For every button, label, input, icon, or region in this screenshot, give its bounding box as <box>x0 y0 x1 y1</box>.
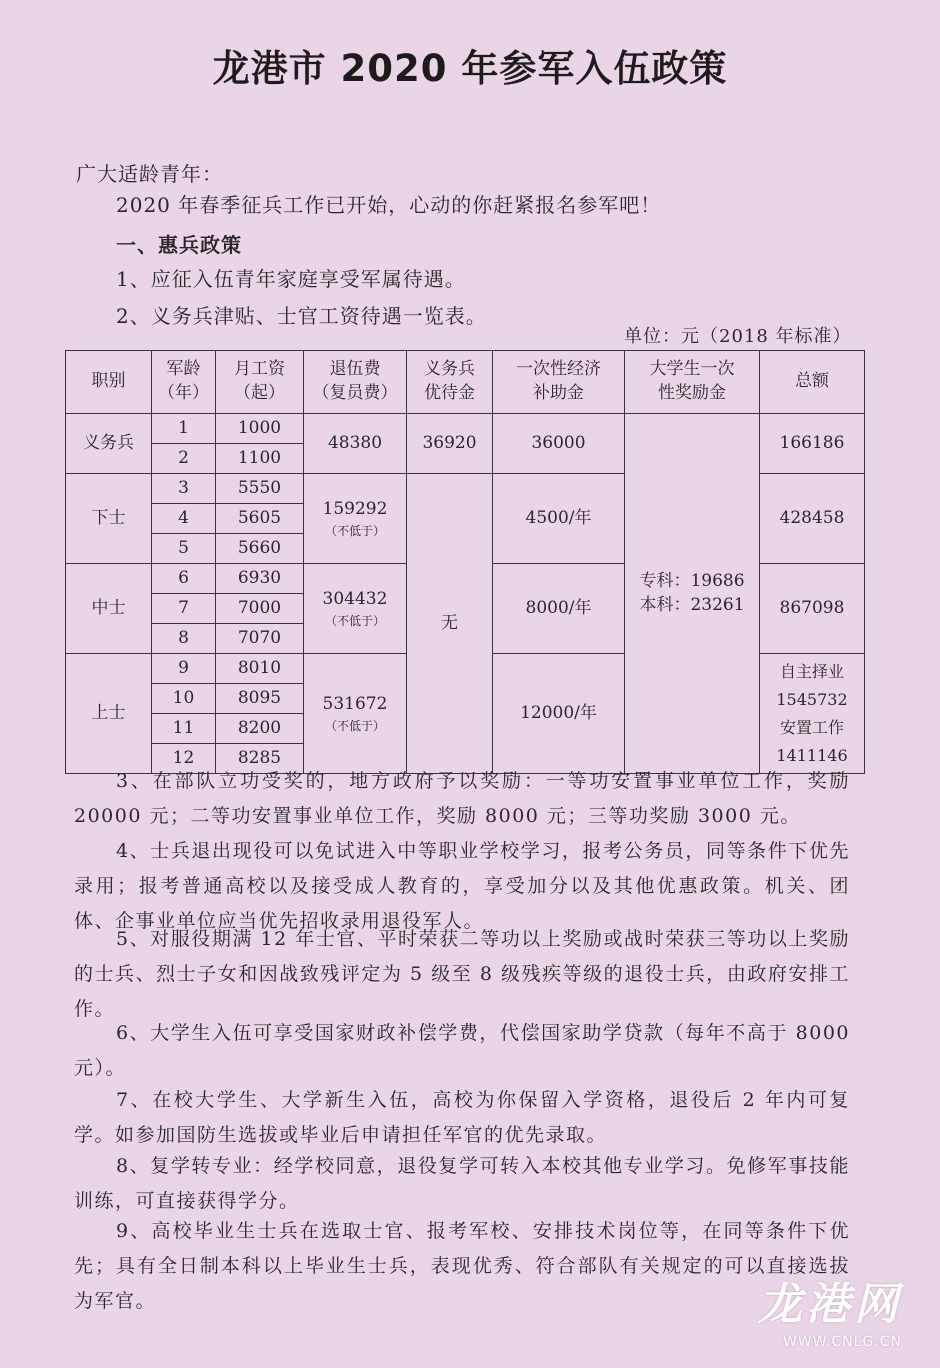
document-title: 龙港市 2020 年参军入伍政策 <box>212 47 728 90</box>
lump-zhongshi: 8000/年 <box>493 564 625 654</box>
policy-paragraph-9: 9、高校毕业生士兵在选取士官、报考军校、安排技术岗位等，在同等条件下优先；具有全日制本科以上毕业生士兵，表现优秀、符合部队有关规定的可以直接选拔为军官。 <box>74 1220 850 1312</box>
years-cell: 11 <box>152 714 216 744</box>
wage-cell: 5550 <box>216 474 304 504</box>
years-cell: 3 <box>152 474 216 504</box>
wage-cell: 6930 <box>216 564 304 594</box>
retire-yiwubing: 48380 <box>304 414 407 474</box>
total-yiwubing: 166186 <box>760 414 865 474</box>
lump-shangshi: 12000/年 <box>493 654 625 774</box>
wage-cell: 8285 <box>216 744 304 774</box>
years-cell: 8 <box>152 624 216 654</box>
total-zhongshi: 867098 <box>760 564 865 654</box>
header-rank: 职别 <box>66 351 152 414</box>
policy-paragraph-8: 8、复学转专业：经学校同意，退役复学可转入本校其他专业学习。免修军事技能训练，可直接获得学分。 <box>74 1155 850 1212</box>
watermark-url: WWW.CNLG.CN <box>783 1334 902 1350</box>
header-college: 大学生一次 性奖励金 <box>625 351 760 414</box>
wage-cell: 7070 <box>216 624 304 654</box>
years-cell: 4 <box>152 504 216 534</box>
lump-yiwubing: 36000 <box>493 414 625 474</box>
retire-xiashi: 159292 （不低于） <box>304 474 407 564</box>
rank-zhongshi: 中士 <box>66 564 152 654</box>
policy-paragraph-4: 4、士兵退出现役可以免试进入中等职业学校学习，报考公务员，同等条件下优先录用；报考普通高校以及接受成人教育的，享受加分以及其他优惠政策。机关、团体、企事业单位应当优先招收录用退役军人。 <box>74 840 850 932</box>
table-row <box>66 414 865 444</box>
total-shangshi: 自主择业 1545732 安置工作 1411146 <box>760 654 865 774</box>
header-total: 总额 <box>760 351 865 414</box>
policy-paragraph-5: 5、对服役期满 12 年士官、平时荣获二等功以上奖励或战时荣获三等功以上奖励的士兵、烈士子女和因战致残评定为 5 级至 8 级残疾等级的退役士兵，由政府安排工作。 <box>74 928 850 1020</box>
wage-cell: 1100 <box>216 444 304 474</box>
lump-xiashi: 4500/年 <box>493 474 625 564</box>
years-cell: 5 <box>152 534 216 564</box>
header-allowance: 义务兵 优待金 <box>407 351 493 414</box>
watermark-logo: 龙港网 <box>758 1279 902 1330</box>
years-cell: 9 <box>152 654 216 684</box>
intro-text: 2020 年春季征兵工作已开始，心动的你赶紧报名参军吧！ <box>116 193 662 217</box>
retire-shangshi: 531672 （不低于） <box>304 654 407 774</box>
header-years: 军龄 （年） <box>152 351 216 414</box>
unit-note: 单位：元（2018 年标准） <box>624 326 852 347</box>
rank-xiashi: 下士 <box>66 474 152 564</box>
wage-cell: 8095 <box>216 684 304 714</box>
section-heading: 一、惠兵政策 <box>116 233 242 257</box>
wage-cell: 7000 <box>216 594 304 624</box>
watermark <box>758 1268 902 1350</box>
greeting: 广大适龄青年： <box>76 162 223 186</box>
rank-yiwubing: 义务兵 <box>66 414 152 474</box>
years-cell: 1 <box>152 414 216 444</box>
wage-cell: 5660 <box>216 534 304 564</box>
years-cell: 10 <box>152 684 216 714</box>
years-cell: 6 <box>152 564 216 594</box>
policy-paragraph-6: 6、大学生入伍可享受国家财政补偿学费，代偿国家助学贷款（每年不高于 8000 元）。 <box>74 1022 850 1079</box>
wage-cell: 5605 <box>216 504 304 534</box>
policy-paragraph-3: 3、在部队立功受奖的，地方政府予以奖励：一等功安置事业单位工作，奖励 20000 元；二等功安置事业单位工作，奖励 8000 元；三等功奖励 3000 元。 <box>74 770 850 827</box>
wage-cell: 8200 <box>216 714 304 744</box>
total-xiashi: 428458 <box>760 474 865 564</box>
table-header-row <box>66 351 865 414</box>
policy-point-2: 2、义务兵津贴、士官工资待遇一览表。 <box>116 304 487 328</box>
wage-cell: 8010 <box>216 654 304 684</box>
policy-paragraph-7: 7、在校大学生、大学新生入伍，高校为你保留入学资格，退役后 2 年内可复学。如参加国防生选拔或毕业后申请担任军官的优先录取。 <box>74 1089 850 1146</box>
header-wage: 月工资 （起） <box>216 351 304 414</box>
wage-cell: 1000 <box>216 414 304 444</box>
policy-point-1: 1、应征入伍青年家庭享受军属待遇。 <box>116 267 466 291</box>
allowance-yiwubing: 36920 <box>407 414 493 474</box>
years-cell: 12 <box>152 744 216 774</box>
retire-zhongshi: 304432 （不低于） <box>304 564 407 654</box>
allowance-none: 无 <box>407 474 493 774</box>
header-lump-sum: 一次性经济 补助金 <box>493 351 625 414</box>
salary-table <box>65 350 865 774</box>
rank-shangshi: 上士 <box>66 654 152 774</box>
college-award: 专科：19686 本科：23261 <box>625 414 760 774</box>
years-cell: 2 <box>152 444 216 474</box>
years-cell: 7 <box>152 594 216 624</box>
header-retire: 退伍费 （复员费） <box>304 351 407 414</box>
